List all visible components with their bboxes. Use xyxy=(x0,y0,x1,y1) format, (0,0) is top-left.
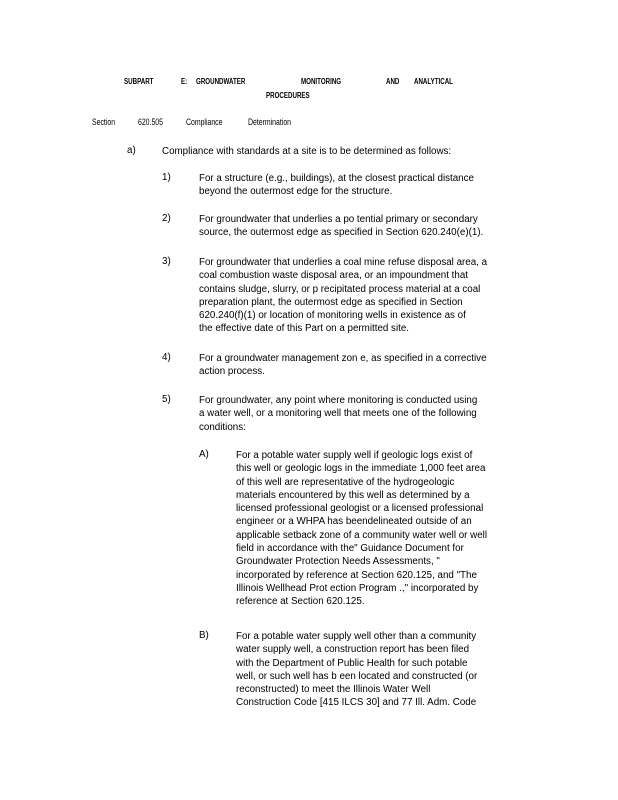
text-line: a water well, or a monitoring well that meets one of the following xyxy=(199,408,477,420)
text-line: the effective date of this Part on a permitted site. xyxy=(199,323,410,335)
text-line: conditions: xyxy=(199,421,246,433)
text-line: this well or geologic logs in the immediate 1,000 feet area xyxy=(236,463,486,475)
text-line: For a groundwater management zon e, as specified in a corrective xyxy=(199,353,487,364)
section-word: Section xyxy=(92,117,116,128)
text-line: For groundwater that underlies a po tential primary or secondary xyxy=(199,214,478,225)
header-and: AND xyxy=(386,76,400,86)
text-line: action process. xyxy=(199,366,265,378)
text-line: preparation plant, the outermost edge as specified in Section xyxy=(199,296,463,308)
text-line: materials encountered by this well as determined by a xyxy=(236,489,470,501)
text-line: For groundwater that underlies a coal mine refuse disposal area, a xyxy=(199,257,488,268)
text-line: licensed professional geologist or a licensed professional xyxy=(236,503,484,515)
text-line: well, or such well has b een located and constructed (or xyxy=(236,670,478,682)
item-A-text xyxy=(236,449,546,609)
text-line: beyond the outermost edge for the structure. xyxy=(199,186,393,198)
item-1-text xyxy=(199,172,529,199)
text-line: of this well are representative of the hydrogeologic xyxy=(236,476,455,488)
text-line: For groundwater, any point where monitoring is conducted using xyxy=(199,395,478,406)
item-A-label: A) xyxy=(199,449,209,460)
text-line: coal combustion waste disposal area, or an impoundment that xyxy=(199,270,469,282)
item-3-label: 3) xyxy=(162,256,171,267)
item-5-text xyxy=(199,394,539,434)
item-1-label: 1) xyxy=(162,172,171,183)
text-line: Compliance with standards at a site is to be determined as follows: xyxy=(162,146,452,157)
item-B-text xyxy=(236,630,556,710)
text-line: Construction Code [415 ILCS 30] and 77 Ill. Adm. Code xyxy=(236,697,477,709)
text-line: reconstructed) to meet the Illinois Water Well xyxy=(236,684,431,696)
item-a-label: a) xyxy=(127,145,136,156)
text-line: Illinois Wellhead Prot ection Program .," incorporated by xyxy=(236,582,479,594)
text-line: contains sludge, slurry, or p recipitated process material at a coal xyxy=(199,283,481,295)
header-subpart-letter: E: xyxy=(181,76,188,86)
text-line: For a potable water supply well other than a community xyxy=(236,631,477,642)
section-determination: Determination xyxy=(248,117,292,128)
text-line: with the Department of Public Health for such potable xyxy=(236,657,468,669)
text-line: engineer or a WHPA has beendelineated outside of an xyxy=(236,516,472,528)
text-line: For a structure (e.g., buildings), at the closest practical distance xyxy=(199,173,474,184)
header-monitoring: MONITORING xyxy=(301,76,342,86)
header-analytical: ANALYTICAL xyxy=(414,76,453,86)
text-line: applicable setback zone of a community water well or well xyxy=(236,529,488,541)
item-4-label: 4) xyxy=(162,352,171,363)
text-line: source, the outermost edge as specified in Section 620.240(e)(1). xyxy=(199,227,484,239)
text-line: For a potable water supply well if geologic logs exist of xyxy=(236,450,473,461)
header-groundwater: GROUNDWATER xyxy=(196,76,246,86)
text-line: 620.240(f)(1) or location of monitoring wells in existence as of xyxy=(199,310,466,322)
text-line: reference at Section 620.125. xyxy=(236,596,365,608)
item-2-label: 2) xyxy=(162,213,171,224)
item-3-text xyxy=(199,256,549,336)
item-a-text xyxy=(162,145,522,158)
item-4-text xyxy=(199,352,539,379)
text-line: Groundwater Protection Needs Assessments, " xyxy=(236,556,440,568)
header-subpart: SUBPART xyxy=(124,76,154,86)
text-line: incorporated by reference at Section 620.125, and "The xyxy=(236,569,477,581)
section-number: 620.505 xyxy=(138,117,163,128)
header-procedures: PROCEDURES xyxy=(266,90,310,100)
item-B-label: B) xyxy=(199,630,209,641)
item-5-label: 5) xyxy=(162,394,171,405)
section-compliance: Compliance xyxy=(186,117,223,128)
text-line: water supply well, a construction report has been filed xyxy=(236,644,470,656)
text-line: field in accordance with the" Guidance Document for xyxy=(236,543,464,555)
item-2-text xyxy=(199,213,539,240)
